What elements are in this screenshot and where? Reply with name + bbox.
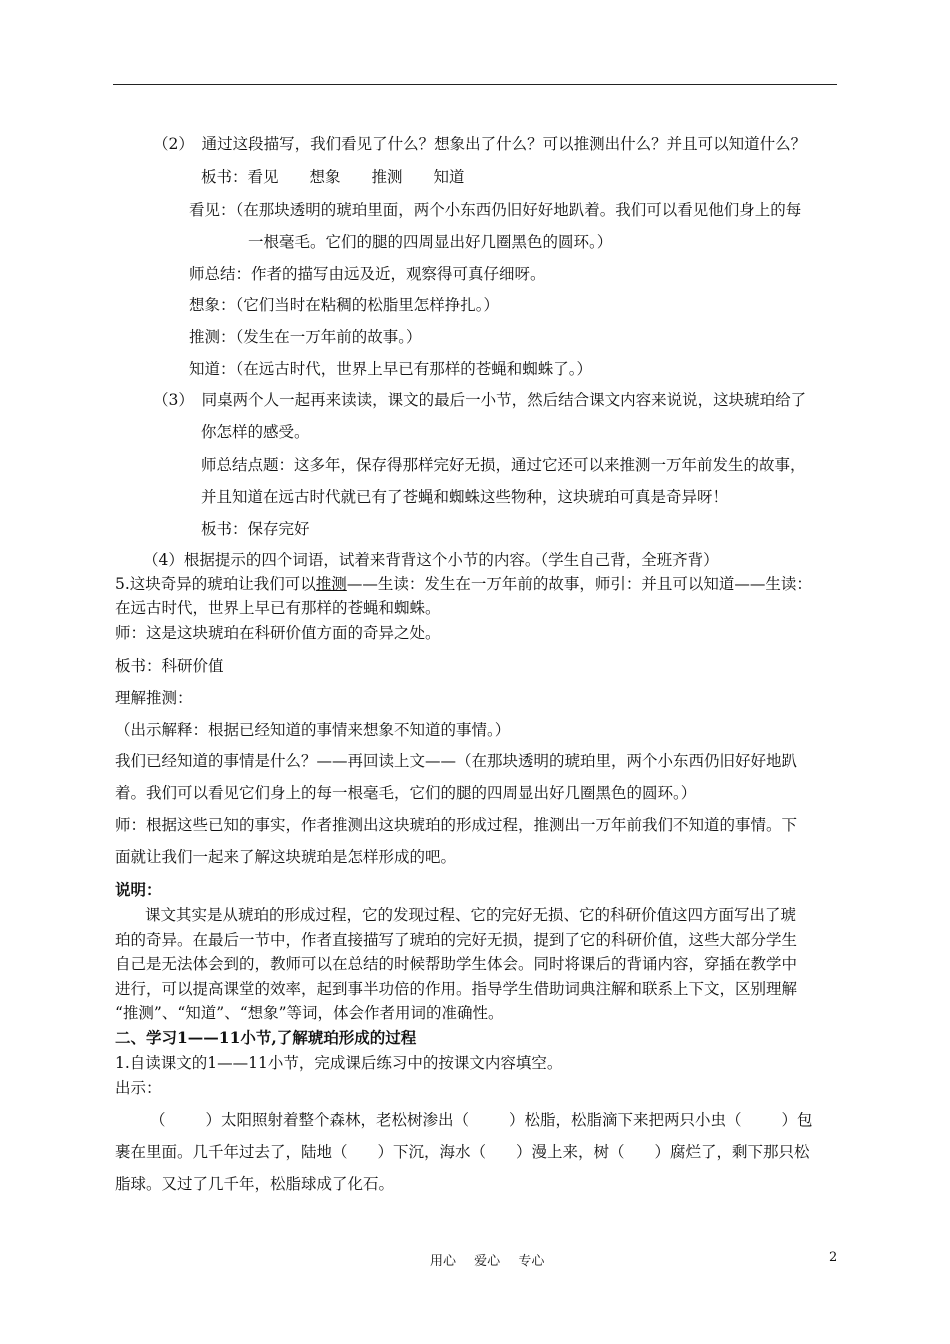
- item-5-text-2: ——生读：发生在一万年前的故事，师引：并且可以知道——生读：: [346, 575, 812, 593]
- note-para-5: “推测”、“知道”、“想象”等词，体会作者用词的准确性。: [115, 1004, 504, 1022]
- header-rule: [113, 84, 837, 85]
- fill-line-3: 脂球。又过了几千年，松脂球成了化石。: [115, 1175, 395, 1193]
- fill-text: ）太阳照射着整个森林，老松树渗出（: [205, 1111, 470, 1129]
- question-3: （3） 同桌两个人一起再来读读，课文的最后一小节，然后结合课文内容来说说，这块琥珀给了: [153, 391, 807, 409]
- teacher-line-2: 师：根据这些已知的事实，作者推测出这块琥珀的形成过程，推测出一万年前我们不知道的事情。下: [115, 816, 798, 834]
- item-5-text: 5.这块奇异的琥珀让我们可以: [115, 575, 316, 593]
- footer-item: 爱心: [474, 1254, 501, 1269]
- fill-text: ）漫上来，树（: [516, 1143, 625, 1161]
- fill-text: ）下沉，海水（: [377, 1143, 487, 1161]
- board-notes: 板书：看见 想象 推测 知道: [201, 168, 465, 186]
- imagine-line: 想象：（它们当时在粘稠的松脂里怎样挣扎。）: [189, 296, 500, 314]
- task-1: 1.自读课文的1——11小节，完成课后练习中的按课文内容填空。: [115, 1054, 563, 1072]
- explanation: （出示解释：根据已经知道的事情来想象不知道的事情。）: [115, 721, 511, 739]
- teacher-summary-2: 师总结点题：这多年，保存得那样完好无损，通过它还可以来推测一万年前发生的故事，: [201, 456, 806, 474]
- question-4: （4）根据提示的四个词语，试着来背背这个小节的内容。（学生自己背，全班齐背）: [143, 551, 719, 569]
- show-label: 出示：: [115, 1079, 162, 1097]
- teacher-line: 师：这是这块琥珀在科研价值方面的奇异之处。: [115, 624, 441, 642]
- fill-text: ）松脂，松脂滴下来把两只小虫（: [509, 1111, 742, 1129]
- teacher-summary-2-cont: 并且知道在远古时代就已有了苍蝇和蜘蛛这些物种，这块琥珀可真是奇异呀！: [201, 488, 729, 506]
- question-3-cont: 你怎样的感受。: [201, 423, 310, 441]
- teacher-summary: 师总结：作者的描写由远及近，观察得可真仔细呀。: [189, 265, 546, 283]
- fill-line-2: [115, 1142, 810, 1162]
- known-question-cont: 着。我们可以看见它们身上的每一根毫毛，它们的腿的四周显出好几圈黑色的圆环。）: [115, 784, 697, 802]
- board-notes-2: 板书：保存完好: [201, 520, 310, 538]
- footer-item: 专心: [518, 1254, 545, 1269]
- item-5-underline: 推测: [315, 575, 347, 593]
- see-line: 看见：（在那块透明的琥珀里面，两个小东西仍旧好好地趴着。我们可以看见他们身上的每: [189, 201, 802, 219]
- known-question: 我们已经知道的事情是什么？——再回读上文——（在那块透明的琥珀里，两个小东西仍旧好好地趴: [115, 752, 798, 770]
- page-number: 2: [829, 1250, 838, 1265]
- fill-text: ）腐烂了，剩下那只松: [654, 1143, 810, 1161]
- note-heading: 说明：: [115, 880, 162, 899]
- item-5: [115, 574, 812, 594]
- note-para-4: 进行，可以提高课堂的效率，起到事半功倍的作用。指导学生借助词典注解和联系上下文，区别理解: [115, 980, 798, 998]
- fill-text: ）包: [781, 1111, 813, 1129]
- understand-infer: 理解推测：: [115, 689, 193, 707]
- note-para-3: 自己是无法体会到的，教师可以在总结的时候帮助学生体会。同时将课后的背诵内容，穿插在教学中: [115, 955, 798, 973]
- note-para-2: 珀的奇异。在最后一节中，作者直接描写了琥珀的完好无损，提到了它的科研价值，这些大部分学生: [115, 931, 798, 949]
- teacher-line-2-cont: 面就让我们一起来了解这块琥珀是怎样形成的吧。: [115, 848, 457, 866]
- board-notes-3: 板书：科研价值: [115, 657, 224, 675]
- page-footer: [430, 1250, 558, 1269]
- fill-line-1: [150, 1110, 813, 1130]
- see-line-cont: 一根毫毛。它们的腿的四周显出好几圈黑色的圆环。）: [248, 233, 613, 251]
- question-2: （2） 通过这段描写，我们看见了什么？想象出了什么？可以推测出什么？并且可以知道什么？: [153, 135, 807, 153]
- know-line: 知道：（在远古时代，世界上早已有那样的苍蝇和蜘蛛了。）: [189, 360, 593, 378]
- footer-item: 用心: [430, 1254, 457, 1269]
- fill-text: （: [150, 1111, 166, 1129]
- section-heading: 二、学习1——11小节,了解琥珀形成的过程: [115, 1028, 417, 1047]
- note-para-1: 课文其实是从琥珀的形成过程，它的发现过程、它的完好无损、它的科研价值这四方面写出了琥: [145, 906, 797, 924]
- fill-text: 裹在里面。几千年过去了，陆地（: [115, 1143, 348, 1161]
- infer-line: 推测：（发生在一万年前的故事。）: [189, 328, 422, 346]
- item-5-cont: 在远古时代，世界上早已有那样的苍蝇和蜘蛛。: [115, 599, 441, 617]
